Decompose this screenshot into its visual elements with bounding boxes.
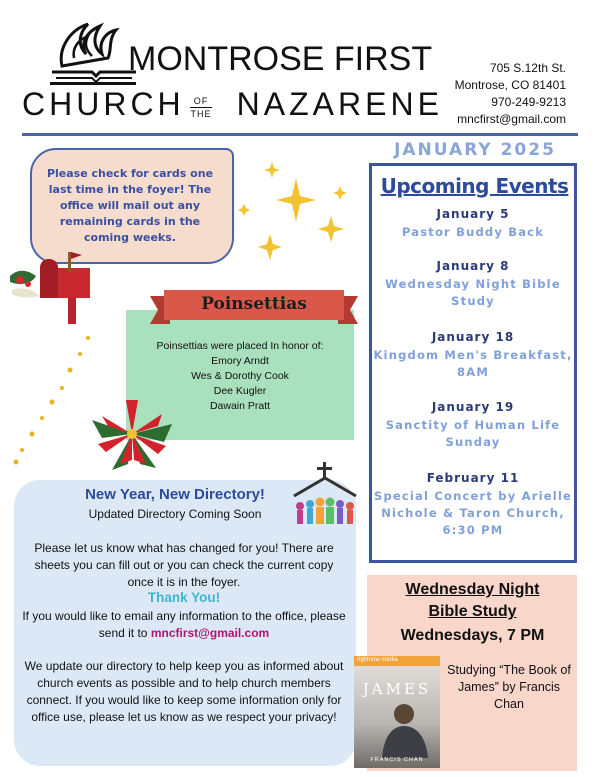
mailbox-icon	[6, 246, 106, 326]
book-publisher-label: rightnow media	[357, 657, 398, 663]
cards-notice-text: Please check for cards one last time in the foyer! The office will mail out any remaining cards in the coming weeks.	[46, 167, 214, 244]
bible-study-time: Wednesdays, 7 PM	[400, 627, 545, 644]
address-city: Montrose, CO 81401	[454, 78, 566, 92]
honoree-name: Dawain Pratt	[209, 400, 271, 412]
header-divider	[22, 133, 578, 136]
of-word: OF	[193, 96, 209, 106]
honoree-name: Wes & Dorothy Cook	[191, 370, 289, 382]
address-street: 705 S.12th St.	[489, 61, 566, 75]
church-people-icon	[290, 462, 360, 528]
thank-you-text: Thank You!	[147, 590, 221, 605]
event-date: February 11	[426, 471, 520, 485]
study-description: Studying “The Book of James” by Francis Chan	[447, 663, 571, 711]
james-book-cover	[354, 656, 440, 768]
event-item	[372, 206, 574, 241]
event-item	[372, 399, 574, 451]
honoree-name: Dee Kugler	[213, 385, 267, 397]
bible-study-title	[370, 579, 575, 623]
directory-subtitle: Updated Directory Coming Soon	[88, 507, 262, 521]
event-description: Sanctity of Human Life Sunday	[385, 418, 561, 449]
directory-email-link[interactable]: mncfirst@gmail.com	[150, 626, 270, 640]
event-item	[372, 470, 574, 539]
event-description: Kingdom Men's Breakfast, 8AM	[373, 348, 573, 379]
directory-paragraph-2	[22, 608, 346, 642]
event-date: January 18	[431, 330, 515, 344]
directory-paragraph-3: We update our directory to help keep you as informed about church events as possible and to help church members connect. If you would like to keep some information only for office use, please let us know as we respect your privacy!	[24, 659, 344, 724]
phone-number: 970-249-9213	[491, 95, 566, 109]
sparkle-stars-icon	[236, 158, 356, 268]
author-portrait-icon	[374, 700, 430, 758]
event-date: January 8	[436, 259, 510, 273]
bible-study-title-line-2: Bible Study	[428, 603, 517, 620]
the-word: THE	[190, 109, 212, 119]
of-the-label	[190, 96, 212, 119]
honoree-name: Emory Arndt	[211, 355, 269, 367]
poinsettias-title: Poinsettias	[201, 294, 307, 314]
email-instruction: If you would like to email any information to the office, please send it to	[22, 609, 346, 640]
bible-study-title-line-1: Wednesday Night	[405, 581, 540, 598]
poinsettia-flower-icon	[86, 392, 178, 476]
event-item	[372, 329, 574, 381]
upcoming-events-title: Upcoming Events	[380, 174, 569, 198]
directory-title: New Year, New Directory!	[85, 486, 265, 503]
contact-info	[455, 60, 566, 128]
poinsettias-intro: Poinsettias were placed In honor of:	[156, 340, 324, 352]
nazarene-word: NAZARENE	[236, 86, 443, 122]
event-date: January 5	[436, 207, 510, 221]
month-heading: JANUARY 2025	[394, 140, 556, 160]
church-logo-icon	[48, 18, 138, 88]
book-cover-author: FRANCIS CHAN	[370, 757, 424, 763]
email-address[interactable]: mncfirst@gmail.com	[457, 112, 566, 126]
book-cover-title: JAMES	[362, 680, 432, 698]
event-description: Wednesday Night Bible Study	[385, 277, 561, 308]
church-word: CHURCH	[22, 86, 185, 122]
event-date: January 19	[431, 400, 515, 414]
event-description: Pastor Buddy Back	[401, 225, 545, 239]
event-item	[372, 258, 574, 310]
event-description: Special Concert by Arielle Nichole & Taron Church, 6:30 PM	[373, 489, 573, 537]
directory-paragraph-1: Please let us know what has changed for you! There are sheets you can fill out or you can check the current copy once it is in the foyer.	[34, 541, 334, 589]
church-name-top: MONTROSE FIRST	[128, 40, 433, 78]
church-name-bottom	[22, 86, 443, 123]
